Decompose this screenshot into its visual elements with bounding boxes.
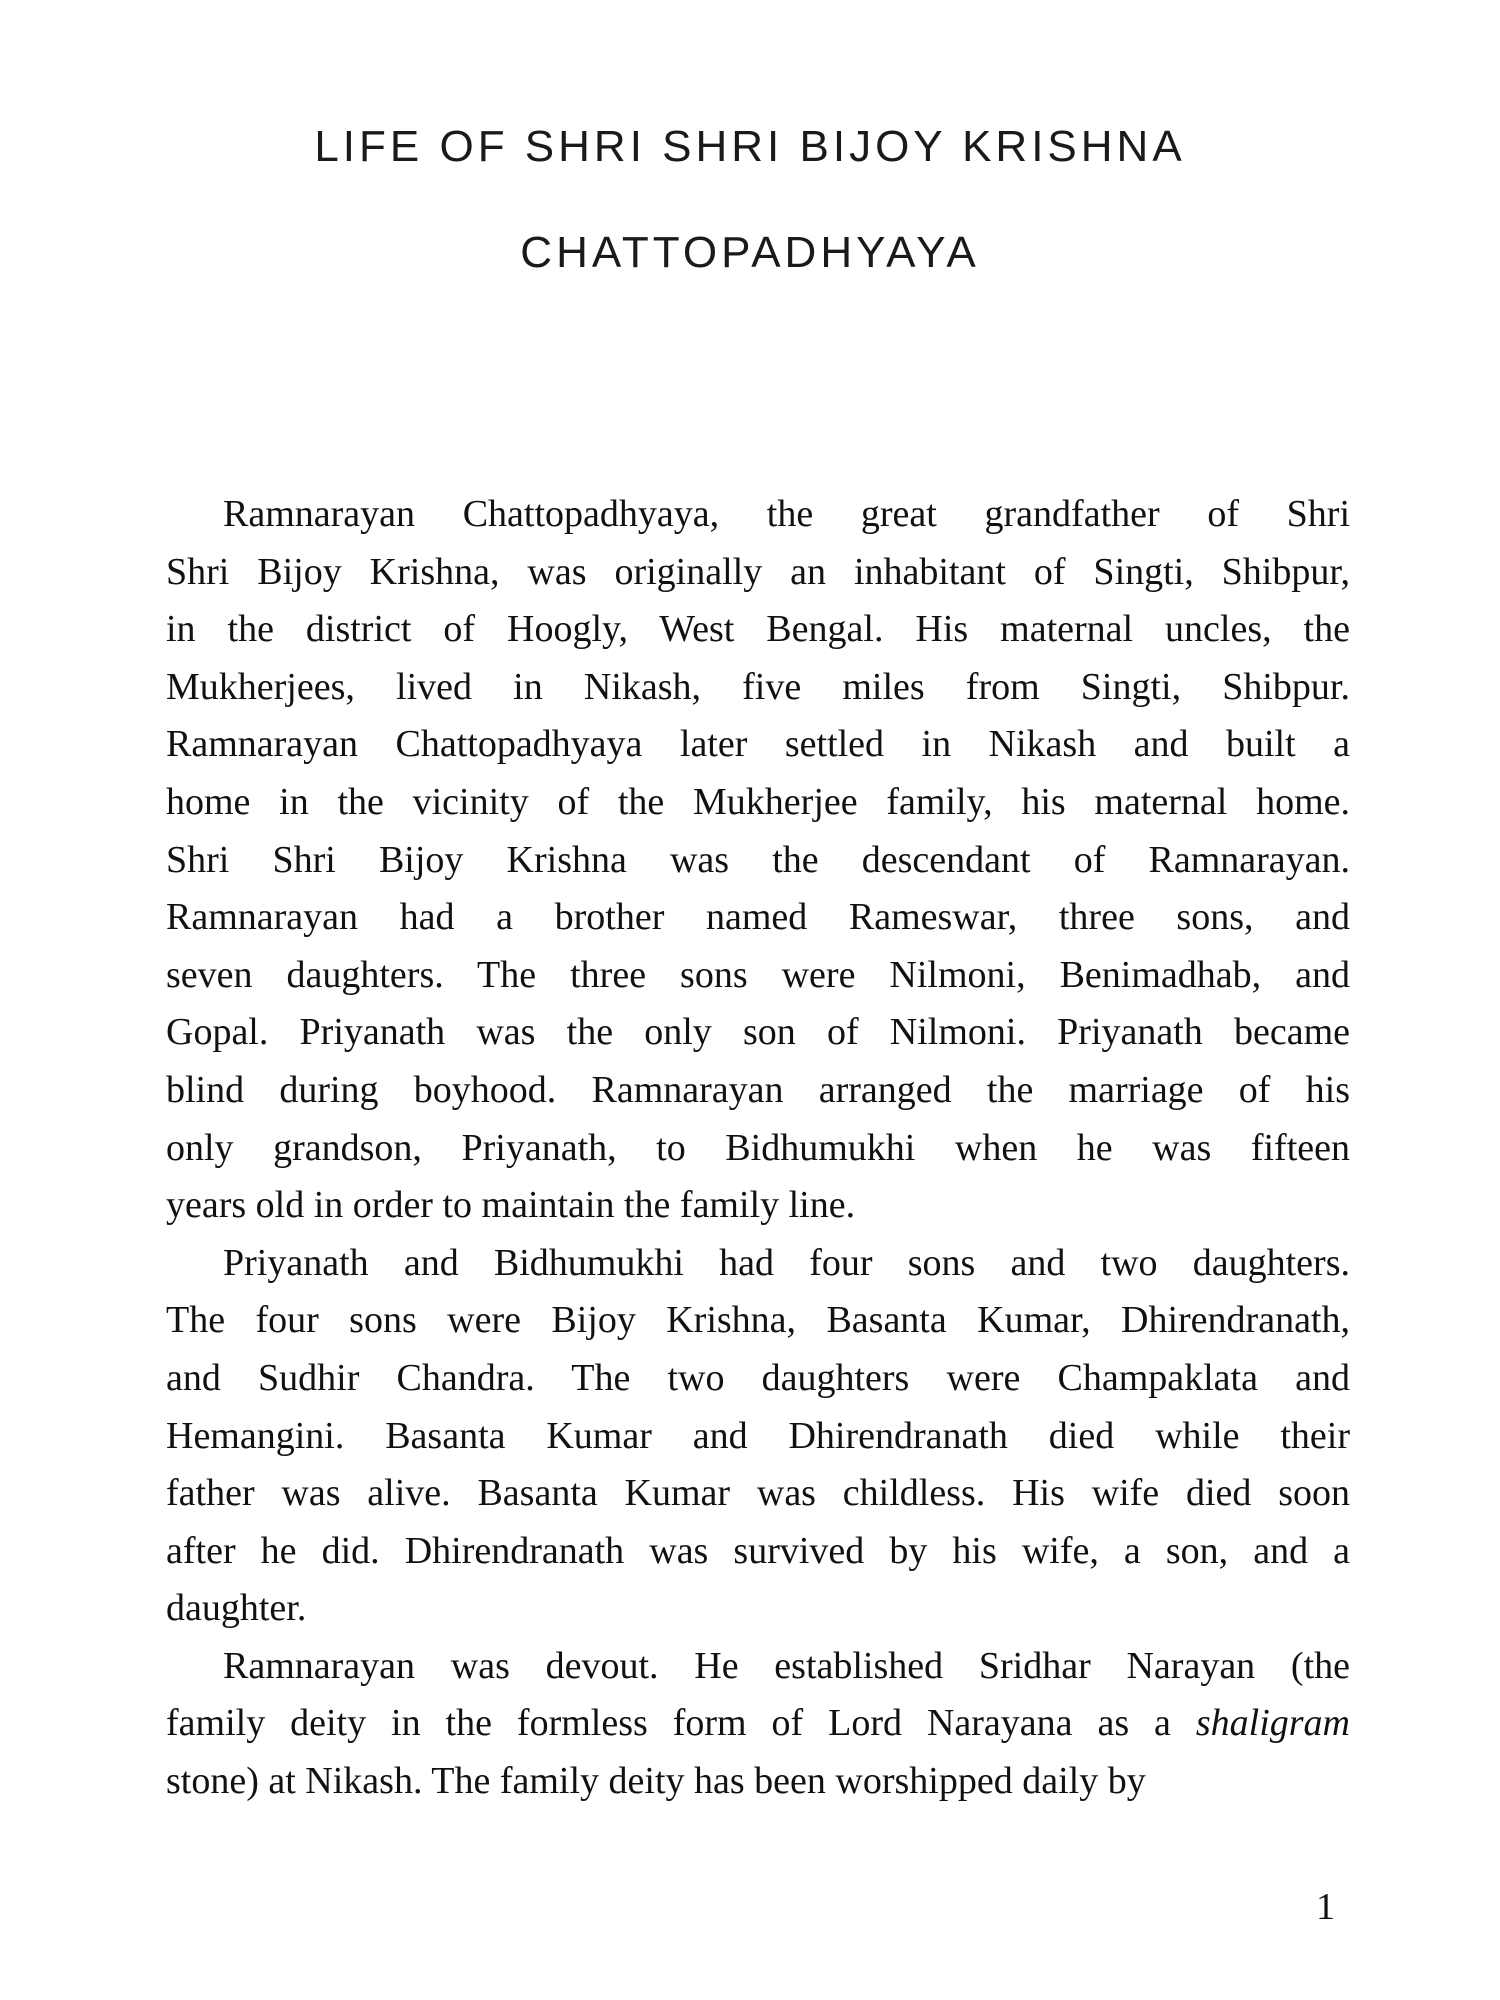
paragraph-line: Priyanath and Bidhumukhi had four sons and two daughters.	[223, 1241, 1350, 1284]
chapter-title-line-1: LIFE OF SHRI SHRI BIJOY KRISHNA	[314, 122, 1186, 171]
paragraph-line: only grandson, Priyanath, to Bidhumukhi when he was fifteen	[166, 1126, 1350, 1169]
paragraph-line: daughter.	[166, 1587, 307, 1630]
paragraph-line: in the district of Hoogly, West Bengal. His maternal uncles, the	[166, 608, 1350, 651]
paragraph-line: years old in order to maintain the family line.	[166, 1184, 856, 1227]
italic-term: shaligram	[1195, 1702, 1350, 1745]
chapter-title-line-2: CHATTOPADHYAYA	[520, 228, 980, 277]
paragraph-line: The four sons were Bijoy Krishna, Basanta Kumar, Dhirendranath,	[166, 1299, 1350, 1342]
paragraph-line: and Sudhir Chandra. The two daughters were Champaklata and	[166, 1356, 1350, 1399]
paragraph-line: Ramnarayan had a brother named Rameswar, three sons, and	[166, 896, 1350, 939]
paragraph-line: Shri Shri Bijoy Krishna was the descendant of Ramnarayan.	[166, 838, 1350, 881]
paragraph-line: home in the vicinity of the Mukherjee family, his maternal home.	[166, 780, 1350, 823]
paragraph-line: Ramnarayan was devout. He established Sridhar Narayan (the	[223, 1644, 1350, 1687]
paragraph-line: Mukherjees, lived in Nikash, five miles from Singti, Shibpur.	[166, 665, 1350, 708]
paragraph-line: family deity in the formless form of Lord Narayana as a shaligram	[166, 1702, 1350, 1745]
paragraph-line: Gopal. Priyanath was the only son of Nilmoni. Priyanath became	[166, 1011, 1350, 1054]
paragraph-line: Ramnarayan Chattopadhyaya, the great grandfather of Shri	[223, 493, 1350, 535]
paragraph-line: after he did. Dhirendranath was survived by his wife, a son, and a	[166, 1529, 1350, 1572]
paragraph-line: Ramnarayan Chattopadhyaya later settled in Nikash and built a	[166, 723, 1350, 766]
page-number: 1	[1316, 1886, 1335, 1928]
paragraph-line: Shri Bijoy Krishna, was originally an inhabitant of Singti, Shibpur,	[166, 550, 1350, 593]
paragraph-line: stone) at Nikash. The family deity has been worshipped daily by	[166, 1760, 1146, 1803]
paragraph-line: seven daughters. The three sons were Nilmoni, Benimadhab, and	[166, 953, 1350, 996]
paragraph-line: Hemangini. Basanta Kumar and Dhirendranath died while their	[166, 1414, 1350, 1457]
paragraph-line: blind during boyhood. Ramnarayan arranged the marriage of his	[166, 1068, 1350, 1111]
paragraph-line: father was alive. Basanta Kumar was childless. His wife died soon	[166, 1472, 1350, 1515]
body-text	[166, 486, 1350, 1811]
